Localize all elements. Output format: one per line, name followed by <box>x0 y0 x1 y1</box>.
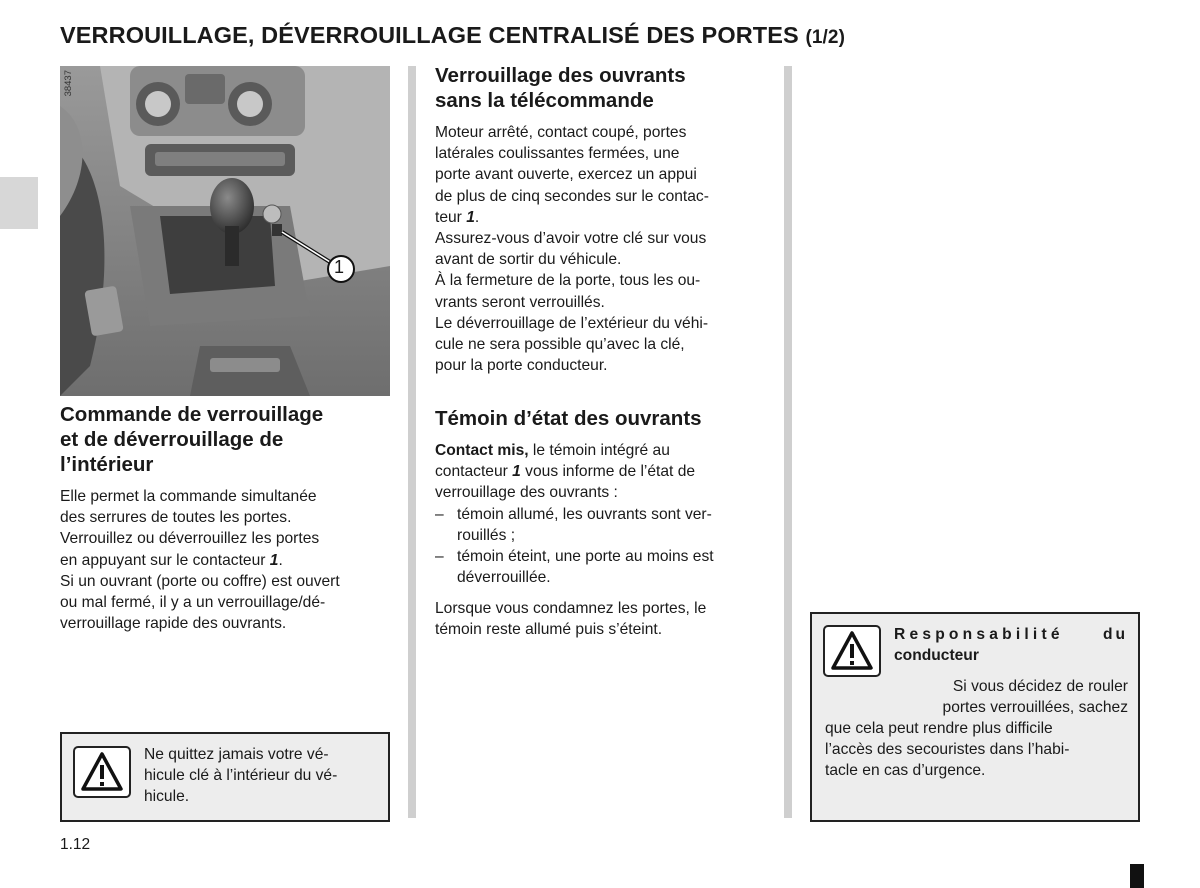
line: Elle permet la commande simultanée <box>60 488 317 505</box>
line: Verrouillez ou déverrouillez les portes <box>60 530 320 548</box>
warning-triangle-icon <box>73 746 131 798</box>
warning-box-key <box>60 732 390 822</box>
line: verrouillage rapide des ouvrants. <box>60 615 287 633</box>
line: des serrures de toutes les portes. <box>60 509 292 527</box>
page-title <box>60 22 845 49</box>
line: Si un ouvrant (porte ou coffre) est ouvert <box>60 572 340 590</box>
corner-mark <box>1130 864 1144 888</box>
status-list <box>435 504 765 589</box>
middle-body-text-2: Contact mis, le témoin intégré au contacteur 1 vous informe de l’état de verrouillage des ouvrants : – témoin allumé, les ouvrants sont ver- rouillés ; – témoin éteint, une porte au moins est déverrouillée. <box>435 440 765 588</box>
page-title-suffix: (1/2) <box>805 27 846 48</box>
column-divider-right <box>784 66 792 818</box>
page-number: 1.12 <box>60 836 91 853</box>
middle-body-text-1: Moteur arrêté, contact coupé, portes latérales coulissantes fermées, une porte avant ouverte, exercez un appui de plus de cinq secondes sur le contac- teur 1. Assurez-vous d’avoir votre clé sur vous avant de sortir du véhicule. À la fermeture de la porte, tous les ou- vrants seront verrouillés. Le déverrouillage de l’extérieur du véhi- cule ne sera possible qu’avec la clé, pour la porte conducteur. <box>435 124 709 375</box>
warning-triangle-icon <box>823 625 881 677</box>
column-divider-left <box>408 66 416 818</box>
warning-driver-text-top: Si vous décidez de rouler portes verrouillées, sachez <box>942 678 1128 717</box>
heading-interior-control: Commande de verrouillage et de déverrouillage de l’intérieur <box>60 403 324 476</box>
page-title-text: VERROUILLAGE, DÉVERROUILLAGE CENTRALISÉ DES PORTES <box>60 22 799 48</box>
line: en appuyant sur le contacteur 1. <box>60 551 283 569</box>
left-body-text <box>60 486 390 634</box>
dashboard-illustration <box>60 66 390 396</box>
heading-lock-without-remote: Verrouillage des ouvrants sans la télécommande <box>435 64 686 112</box>
warning-key-text: Ne quittez jamais votre vé- hicule clé à l’intérieur du vé- hicule. <box>144 746 338 806</box>
warning-driver-heading: Responsabilité du conducteur <box>894 626 1128 665</box>
warning-box-driver-responsibility <box>810 612 1140 822</box>
line: ou mal fermé, il y a un verrouillage/dé- <box>60 594 326 612</box>
chapter-tab <box>0 177 38 229</box>
callout-number: 1 <box>334 257 345 277</box>
heading-status-indicator: Témoin d’état des ouvrants <box>435 407 702 430</box>
photo-reference: 38437 <box>63 70 74 97</box>
list-item: – témoin allumé, les ouvrants sont ver- rouillés ; <box>435 505 712 544</box>
warning-driver-text-bottom: que cela peut rendre plus difficile l’accès des secouristes dans l’habi- tacle en cas d’urgence. <box>825 720 1070 780</box>
middle-body-text-3: Lorsque vous condamnez les portes, le témoin reste allumé puis s’éteint. <box>435 600 707 639</box>
list-item: – témoin éteint, une porte au moins est déverrouillée. <box>435 548 714 587</box>
dashboard-photo <box>60 66 390 396</box>
